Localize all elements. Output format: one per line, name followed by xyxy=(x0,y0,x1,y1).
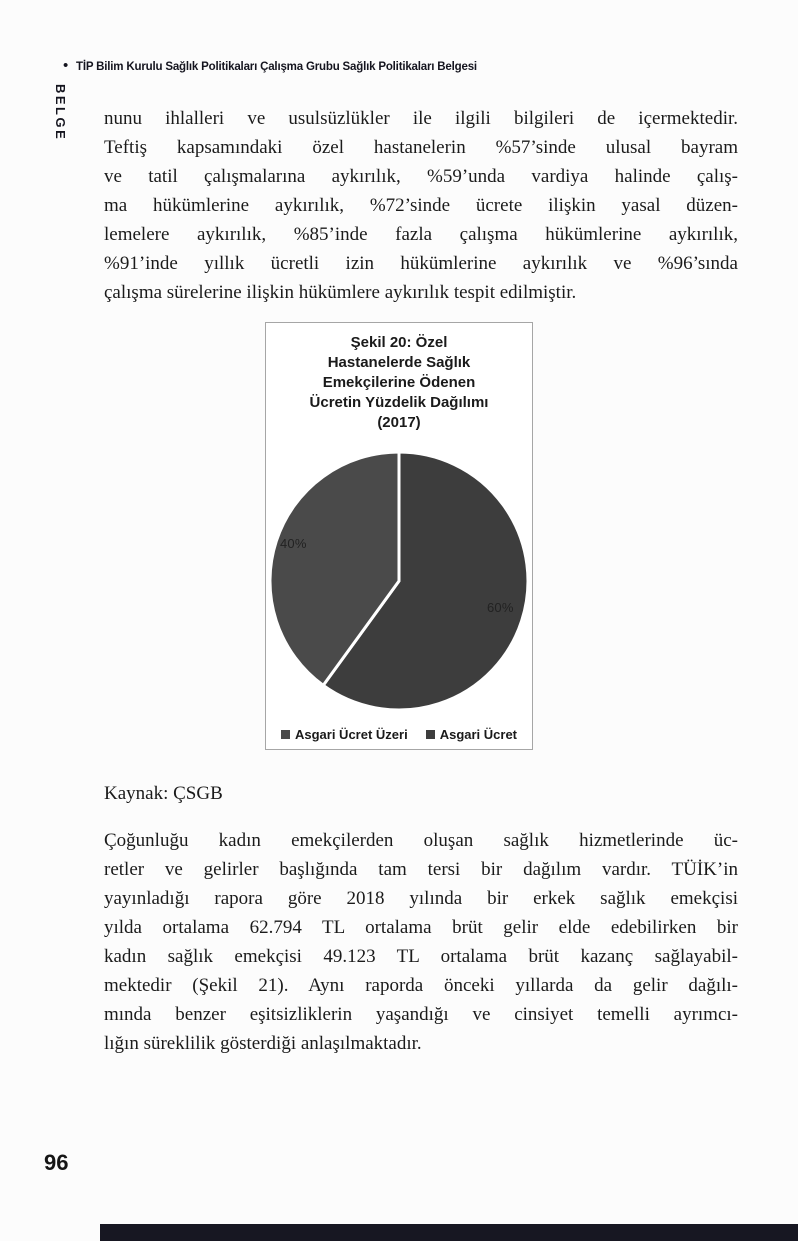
legend-label: Asgari Ücret Üzeri xyxy=(294,727,408,742)
text-line: Şekil 20: Özel xyxy=(350,334,448,351)
pie-chart xyxy=(267,449,531,713)
legend-swatch-asgari-ucret xyxy=(426,730,435,739)
text-line: mında benzer eşitsizliklerin yaşandığı ve cinsiyet temelli ayrımcı- xyxy=(104,1004,738,1025)
pie-label-60: 60% xyxy=(487,600,514,615)
legend-item xyxy=(426,727,517,742)
text-line: yılda ortalama 62.794 TL ortalama brüt gelir elde edebilirken bir xyxy=(104,917,738,938)
text-line: ve tatil çalışmalarına aykırılık, %59’unda vardiya halinde çalış- xyxy=(104,166,738,187)
chart-legend xyxy=(281,727,517,742)
text-line: %91’inde yıllık ücretli izin hükümlerine aykırılık ve %96’sında xyxy=(104,253,738,274)
figure-title xyxy=(274,333,524,433)
text-line: Teftiş kapsamındaki özel hastanelerin %57’sinde ulusal bayram xyxy=(104,137,738,158)
text-line: yayınladığı rapora göre 2018 yılında bir erkek sağlık emekçisi xyxy=(104,888,738,909)
text-line: lemelere aykırılık, %85’inde fazla çalışma hükümlerine aykırılık, xyxy=(104,224,738,245)
source-line: Kaynak: ÇSGB xyxy=(104,783,223,804)
side-label-belge: BELGE xyxy=(53,84,68,142)
text-line: Çoğunluğu kadın emekçilerden oluşan sağlık hizmetlerinde üc- xyxy=(104,830,738,851)
text-line: retler ve gelirler başlığında tam tersi bir dağılım vardır. TÜİK’in xyxy=(104,859,738,880)
text-line: (2017) xyxy=(377,414,421,431)
paragraph-1 xyxy=(104,104,738,307)
text-line: Ücretin Yüzdelik Dağılımı xyxy=(309,394,489,411)
text-line: kadın sağlık emekçisi 49.123 TL ortalama brüt kazanç sağlayabil- xyxy=(104,946,738,967)
text-line: Emekçilerine Ödenen xyxy=(322,374,476,391)
text-line: çalışma sürelerine ilişkin hükümlere aykırılık tespit edilmiştir. xyxy=(104,282,577,303)
paragraph-2 xyxy=(104,826,738,1058)
text-line: Hastanelerde Sağlık xyxy=(327,354,471,371)
page-header xyxy=(63,58,494,73)
figure-box xyxy=(265,322,533,750)
text-line: mektedir (Şekil 21). Aynı raporda önceki yıllarda da gelir dağılı- xyxy=(104,975,738,996)
footer-bar xyxy=(100,1224,798,1241)
page-number: 96 xyxy=(44,1150,69,1175)
bullet-icon: • xyxy=(63,57,69,74)
text-line: lığın süreklilik gösterdiği anlaşılmaktadır. xyxy=(104,1033,422,1054)
pie-label-40: 40% xyxy=(280,536,307,551)
text-line: ma hükümlerine aykırılık, %72’sinde ücrete ilişkin yasal düzen- xyxy=(104,195,738,216)
text-line: nunu ihlalleri ve usulsüzlükler ile ilgili bilgileri de içermektedir. xyxy=(104,108,738,129)
legend-item xyxy=(281,727,408,742)
legend-swatch-asgari-ucret-uzeri xyxy=(281,730,290,739)
header-title: TİP Bilim Kurulu Sağlık Politikaları Çalışma Grubu Sağlık Politikaları Belgesi xyxy=(76,58,478,73)
legend-label: Asgari Ücret xyxy=(439,727,518,742)
